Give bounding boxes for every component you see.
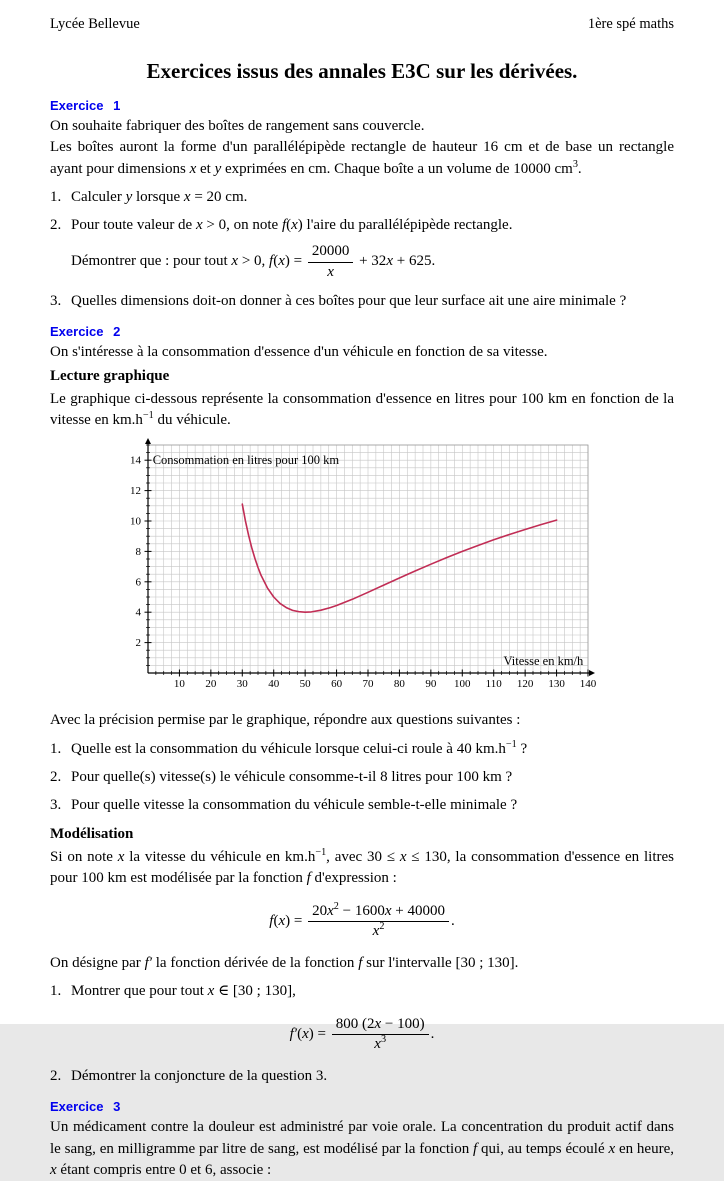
ex1-surface-formula: Démontrer que : pour tout x > 0, f(x) = $\frac{20000}{x}$ + 32x + 625. — [71, 243, 436, 280]
ex2-model-item-1 — [50, 981, 674, 1002]
svg-text:80: 80 — [393, 678, 405, 691]
ex2-intro: On s'intéresse à la consommation d'essence d'un véhicule en fonction de sa vitesse. — [50, 344, 548, 361]
fraction: $\frac{20000}{x}$ — [308, 243, 354, 281]
svg-text:50: 50 — [299, 678, 311, 691]
svg-text:30: 30 — [236, 678, 248, 691]
svg-text:140: 140 — [579, 678, 597, 691]
item-text: Pour quelle(s) vitesse(s) le véhicule consomme-t-il 8 litres pour 100 km ? — [71, 769, 513, 786]
ex2-subheading-lecture: Lecture graphique — [50, 367, 170, 384]
item-number: 1. — [50, 188, 62, 205]
item-number: 2. — [50, 769, 62, 786]
item-text: Pour toute valeur de x > 0, on note f(x) l'aire du parallélépipède rectangle. — [71, 217, 513, 234]
svg-text:10: 10 — [130, 515, 141, 528]
svg-text:2: 2 — [135, 637, 141, 650]
svg-text:40: 40 — [268, 678, 280, 691]
consumption-chart — [120, 441, 674, 698]
header-class: 1ère spé maths — [587, 16, 674, 32]
ex2-subheading-modelisation: Modélisation — [50, 825, 134, 842]
svg-text:14: 14 — [130, 455, 141, 468]
ex2-question-1 — [50, 739, 674, 760]
ex2-questions-intro: Avec la précision permise par le graphique, répondre aux questions suivantes : — [50, 712, 521, 729]
page-title: Exercices issus des annales E3C sur les dérivées. — [146, 59, 578, 83]
ex2-model-item-2 — [50, 1066, 674, 1087]
ex2-question-2 — [50, 767, 674, 788]
exercise-1 — [50, 98, 674, 312]
item-number: 3. — [50, 797, 62, 814]
item-number: 2. — [50, 217, 62, 234]
svg-text:70: 70 — [362, 678, 374, 691]
svg-text:8: 8 — [135, 546, 141, 559]
ex1-item-2 — [50, 215, 674, 284]
ex2-function-formula: f(x) = $\frac{20x^2 - 1600x + 40000}{x^2}$ . — [269, 900, 455, 939]
item-text: Calculer y lorsque x = 20 cm. — [71, 188, 248, 205]
ex2-model-intro: Si on note x la vitesse du véhicule en $km.h^{-1}$, avec 30 ≤ x ≤ 130, la consommation d'essence en litres pour 100 km est modélisée par la fonction f d'expression : — [50, 846, 674, 887]
exercise-2 — [50, 324, 674, 1087]
chart-xlabel: Vitesse en km/h — [503, 654, 584, 669]
ex2-derivative-formula: f′(x) = $\frac{800 (2x - 100)}{x^3}$ . — [289, 1015, 435, 1052]
item-text: Quelles dimensions doit-on donner à ces boîtes pour que leur surface ait une aire minimale ? — [71, 292, 627, 309]
svg-text:100: 100 — [454, 678, 471, 691]
svg-text:12: 12 — [130, 485, 141, 498]
exercise-1-heading: Exercice 1 — [50, 98, 121, 113]
chart-svg — [120, 441, 600, 693]
chart-title: Consommation en litres pour 100 km — [152, 453, 340, 468]
exercise-3 — [50, 1099, 674, 1181]
fraction: $\frac{20x^2 - 1600x + 40000}{x^2}$ — [308, 903, 449, 941]
item-text: Montrer que pour tout x ∈ [30 ; 130], — [71, 983, 296, 1000]
item-text: Démontrer la conjoncture de la question 3. — [71, 1068, 328, 1085]
ex2-graph-description: Le graphique ci-dessous représente la consommation d'essence en litres pour 100 km en fonction de la vitesse en $km.h^{-1}$ du véhicule. — [50, 390, 674, 429]
ex1-item-1 — [50, 187, 674, 208]
header-school: Lycée Bellevue — [50, 16, 140, 32]
item-text: Pour quelle vitesse la consommation du véhicule semble-t-elle minimale ? — [71, 797, 518, 814]
item-number: 1. — [50, 983, 62, 1000]
svg-text:6: 6 — [135, 576, 141, 589]
ex1-item-3 — [50, 291, 674, 312]
ex3-intro: Un médicament contre la douleur est administré par voie orale. La concentration du produit actif dans le sang, en milligramme par litre de sang, est modélisé par la fonction f qui, au temps écoulé x en heure, x étant compris entre 0 et 6, associe : — [50, 1119, 674, 1179]
ex1-intro-line2: Les boîtes auront la forme d'un parallélépipède rectangle de hauteur 16 cm et de base un rectangle ayant pour dimensions x et y exprimées en cm. Chaque boîte a un volume de 10000 $cm^3$. — [50, 139, 674, 177]
ex1-intro-line1: On souhaite fabriquer des boîtes de rangement sans couvercle. — [50, 118, 425, 134]
exercise-2-heading: Exercice 2 — [50, 324, 121, 340]
svg-text:20: 20 — [205, 678, 217, 691]
svg-text:120: 120 — [516, 678, 534, 691]
item-number: 1. — [50, 740, 62, 757]
svg-text:4: 4 — [135, 607, 141, 620]
svg-text:10: 10 — [173, 678, 185, 691]
svg-text:60: 60 — [331, 678, 343, 691]
item-number: 2. — [50, 1068, 62, 1085]
ex2-derivative-intro: On désigne par f′ la fonction dérivée de la fonction f sur l'intervalle [30 ; 130]. — [50, 955, 519, 972]
ex2-question-3 — [50, 795, 674, 816]
exercise-3-heading: Exercice 3 — [50, 1099, 121, 1115]
svg-text:130: 130 — [548, 678, 565, 691]
item-text: Quelle est la consommation du véhicule lorsque celui-ci roule à 40 $km.h^{-1}$ ? — [71, 738, 528, 757]
page-header — [50, 16, 674, 33]
svg-text:110: 110 — [485, 678, 502, 691]
svg-text:90: 90 — [425, 678, 437, 691]
fraction: $\frac{800 (2x - 100)}{x^3}$ — [332, 1016, 429, 1054]
item-number: 3. — [50, 292, 62, 309]
